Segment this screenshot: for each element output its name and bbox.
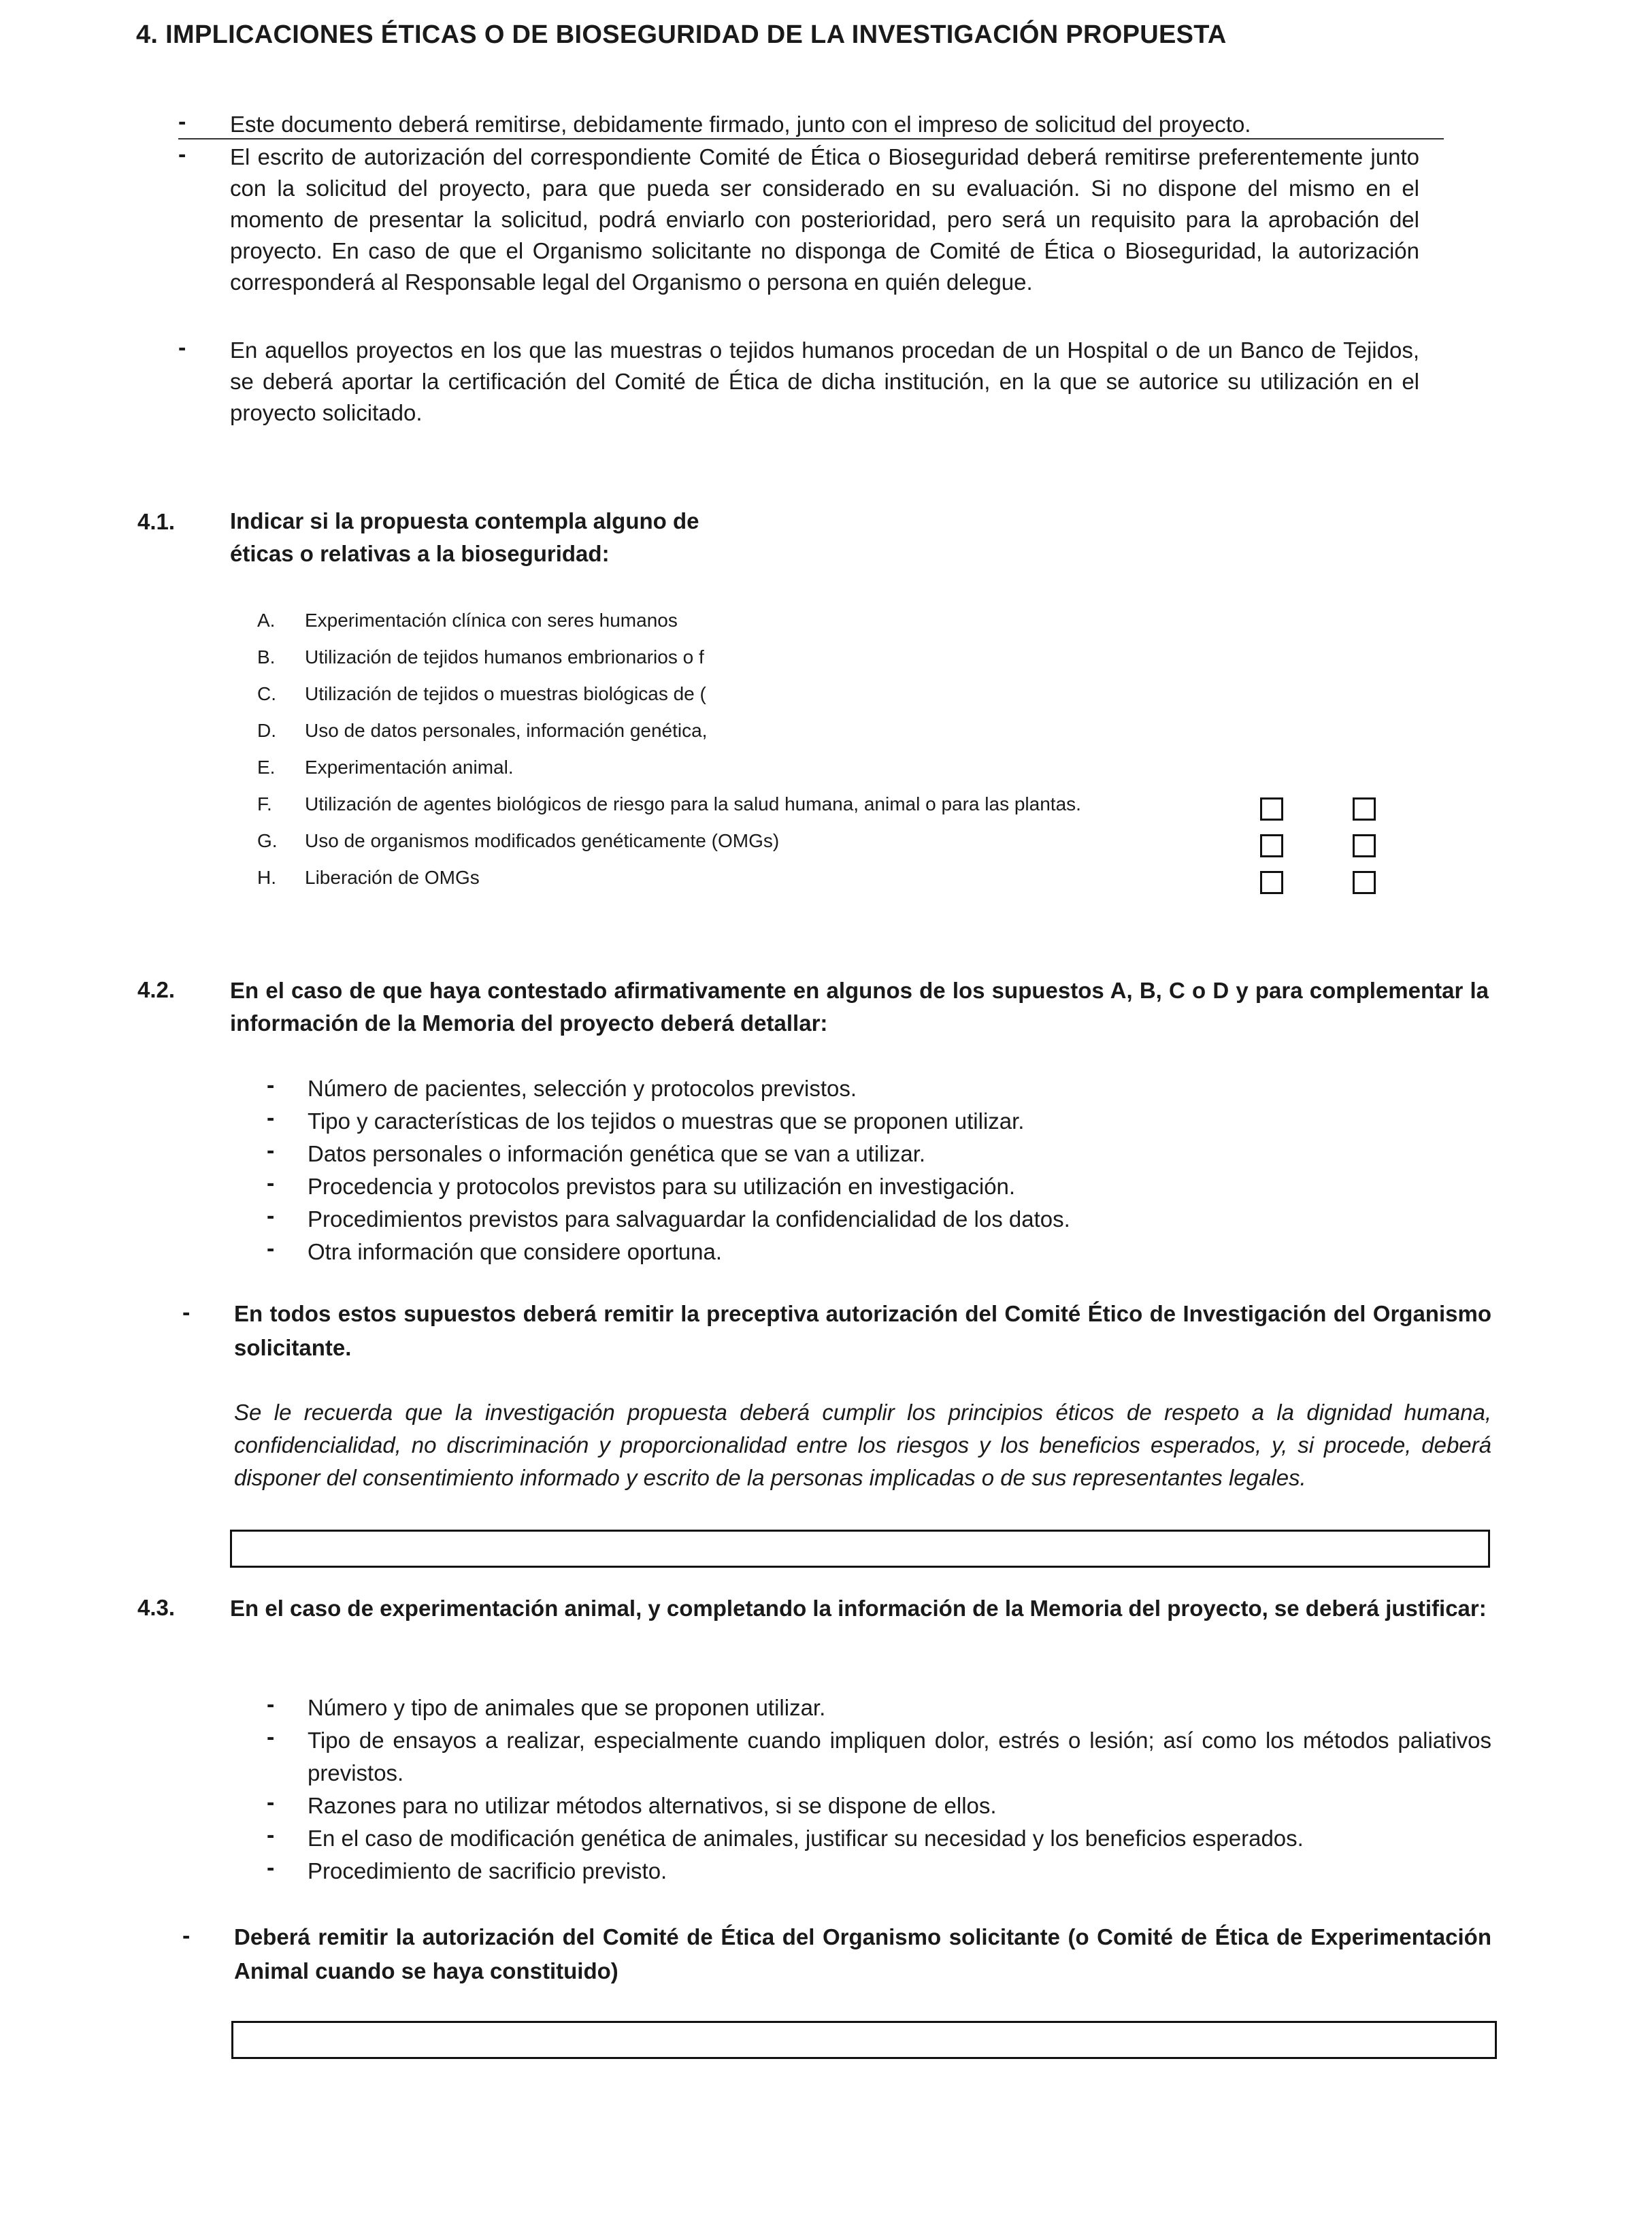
authorization-note-4-2: En todos estos supuestos deberá remitir la preceptiva autorización del Comité Ético de Investigación del Organismo solicitante. [234,1301,1491,1360]
section-title-4-2: En el caso de que haya contestado afirmativamente en algunos de los supuestos A, B, C o D y para complementar la información de la Memoria del proyecto deberá detallar: [230,978,1489,1036]
list-item: En el caso de modificación genética de animales, justificar su necesidad y los beneficios esperados. [308,1826,1304,1851]
bullet-mark: - [267,1170,275,1196]
list-item: Procedimiento de sacrificio previsto. [308,1858,667,1883]
bullet-mark: - [267,1138,275,1164]
document-heading: 4. IMPLICACIONES ÉTICAS O DE BIOSEGURIDAD DE LA INVESTIGACIÓN PROPUESTA [136,20,1227,49]
checkbox-g-yes[interactable] [1260,834,1283,857]
list-item: Número y tipo de animales que se proponen utilizar. [308,1695,826,1720]
option-letter: D. [257,720,276,741]
bullet-mark: - [178,335,186,361]
option-letter: B. [257,646,276,668]
list-item: Procedencia y protocolos previstos para su utilización en investigación. [308,1174,1016,1199]
answer-box-4-3[interactable] [231,2021,1497,2059]
section-title-4-1-line1: Indicar si la propuesta contempla alguno de [230,508,699,533]
list-item: Datos personales o información genética que se van a utilizar. [308,1141,926,1166]
authorization-note-4-3: Deberá remitir la autorización del Comité de Ética del Organismo solicitante (o Comité de Ética de Experimentación Animal cuando se haya constituido) [234,1924,1491,1983]
bullet-mark: - [178,142,186,167]
ethics-reminder: Se le recuerda que la investigación propuesta deberá cumplir los principios éticos de respeto a la dignidad humana, confidencialidad, no discriminación y proporcionalidad entre los riesgos y los beneficios esperados, y, si procede, deberá disponer del consentimiento informado y escrito de la personas implicadas o de sus representantes legales. [234,1400,1491,1490]
list-item: Otra información que considere oportuna. [308,1239,723,1264]
section-number-4-3: 4.3. [137,1595,176,1620]
list-item: Tipo y características de los tejidos o muestras que se proponen utilizar. [308,1108,1025,1134]
option-letter: F. [257,793,272,814]
section-title-4-3: En el caso de experimentación animal, y completando la información de la Memoria del proyecto, se deberá justificar: [230,1596,1487,1621]
bullet-mark: - [267,1105,275,1131]
bullet-mark: - [182,1300,191,1325]
option-letter: G. [257,830,278,851]
option-text-b: Utilización de tejidos humanos embrionarios o f [305,646,704,668]
intro-bullet-3: En aquellos proyectos en los que las muestras o tejidos humanos procedan de un Hospital o de un Banco de Tejidos, se deberá aportar la certificación del Comité de Ética de dicha institución, en la que se autorice su utilización en el proyecto solicitado. [230,337,1419,425]
option-text-e: Experimentación animal. [305,757,514,778]
list-item: Razones para no utilizar métodos alternativos, si se dispone de ellos. [308,1793,997,1818]
section-number-4-1: 4.1. [137,509,176,534]
divider [178,138,1444,139]
bullet-mark: - [267,1790,275,1815]
checkbox-g-no[interactable] [1353,834,1376,857]
bullet-mark: - [267,1822,275,1848]
option-text-h: Liberación de OMGs [305,867,480,888]
bullet-mark: - [267,1855,275,1881]
checkbox-h-no[interactable] [1353,871,1376,894]
section-title-4-1-line2: éticas o relativas a la bioseguridad: [230,541,610,566]
option-text-f: Utilización de agentes biológicos de riesgo para la salud humana, animal o para las plantas. [305,793,1081,814]
option-letter: E. [257,757,276,778]
option-letter: A. [257,610,276,631]
checkbox-f-yes[interactable] [1260,797,1283,821]
option-text-a: Experimentación clínica con seres humanos [305,610,678,631]
list-item: Número de pacientes, selección y protocolos previstos. [308,1076,857,1101]
bullet-mark: - [267,1692,275,1717]
option-letter: H. [257,867,276,888]
intro-bullet-1: Este documento deberá remitirse, debidamente firmado, junto con el impreso de solicitud del proyecto. [230,112,1251,137]
intro-bullet-2: El escrito de autorización del correspondiente Comité de Ética o Bioseguridad deberá remitirse preferentemente junto con la solicitud del proyecto, para que pueda ser considerado en su evaluación. Si no dispone del mismo en el momento de presentar la solicitud, podrá enviarlo con posterioridad, pero será un requisito para la aprobación del proyecto. En caso de que el Organismo solicitante no disponga de Comité de Ética o Bioseguridad, la autorización corresponderá al Responsable legal del Organismo o persona en quién delegue. [230,144,1419,295]
checkbox-f-no[interactable] [1353,797,1376,821]
option-text-c: Utilización de tejidos o muestras biológicas de ( [305,683,706,704]
bullet-mark: - [178,109,186,135]
bullet-mark: - [267,1236,275,1262]
list-item: Procedimientos previstos para salvaguardar la confidencialidad de los datos. [308,1206,1070,1232]
section-number-4-2: 4.2. [137,977,176,1002]
list-item: Tipo de ensayos a realizar, especialmente cuando impliquen dolor, estrés o lesión; así como los métodos paliativos previstos. [308,1728,1491,1785]
option-text-g: Uso de organismos modificados genéticamente (OMGs) [305,830,780,851]
checkbox-h-yes[interactable] [1260,871,1283,894]
bullet-mark: - [267,1072,275,1098]
answer-box-4-2[interactable] [230,1530,1490,1568]
bullet-mark: - [267,1203,275,1229]
bullet-mark: - [182,1923,191,1949]
option-text-d: Uso de datos personales, información genética, [305,720,708,741]
option-letter: C. [257,683,276,704]
bullet-mark: - [267,1724,275,1750]
